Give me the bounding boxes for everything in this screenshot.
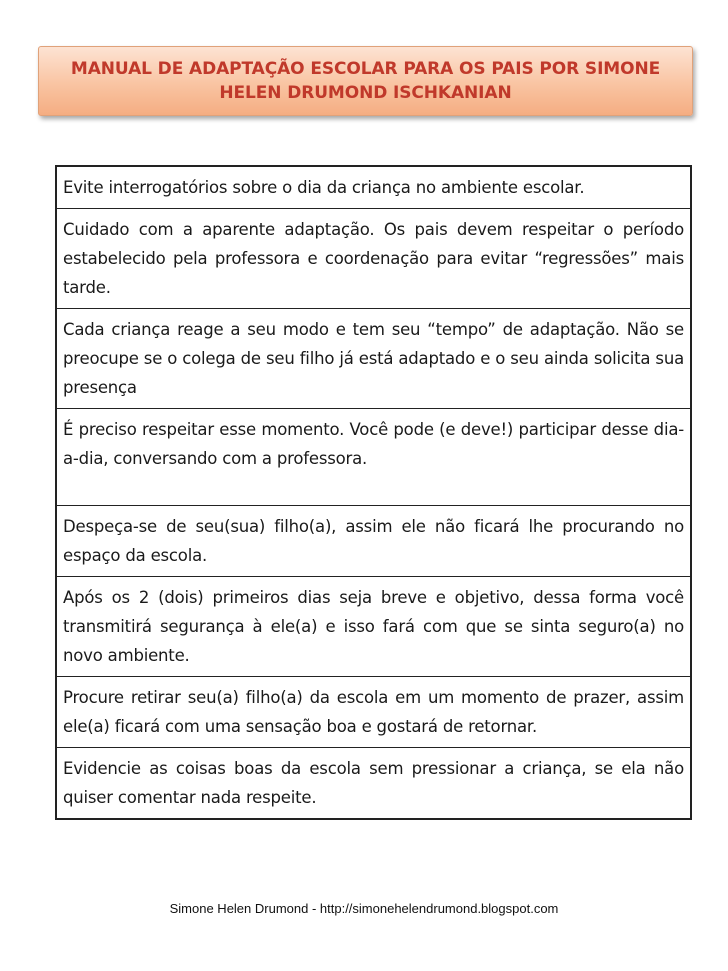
tip-row-7: Procure retirar seu(a) filho(a) da escola em um momento de prazer, assim ele(a) ficará com uma sensação boa e gostará de retornar.: [57, 677, 690, 748]
title-banner: [38, 46, 693, 116]
tip-row-2: Cuidado com a aparente adaptação. Os pais devem respeitar o período estabelecido pela professora e coordenação para evitar “regressões” mais tarde.: [57, 209, 690, 309]
tip-row-8: Evidencie as coisas boas da escola sem pressionar a criança, se ela não quiser comentar nada respeite.: [63, 759, 684, 807]
tip-row-1: Evite interrogatórios sobre o dia da criança no ambiente escolar.: [57, 167, 690, 209]
tips-table: [55, 165, 692, 820]
tip-row-4: É preciso respeitar esse momento. Você pode (e deve!) participar desse dia-a-dia, conversando com a professora.: [57, 409, 690, 506]
document-title: MANUAL DE ADAPTAÇÃO ESCOLAR PARA OS PAIS POR SIMONE HELEN DRUMOND ISCHKANIAN: [70, 59, 661, 103]
tip-row-3: Cada criança reage a seu modo e tem seu “tempo” de adaptação. Não se preocupe se o colega de seu filho já está adaptado e o seu ainda solicita sua presença: [57, 309, 690, 409]
tip-row-6: Após os 2 (dois) primeiros dias seja breve e objetivo, dessa forma você transmitirá segurança à ele(a) e isso fará com que se sinta seguro(a) no novo ambiente.: [57, 577, 690, 677]
footer-credit: Simone Helen Drumond - http://simonehelendrumond.blogspot.com: [169, 901, 559, 916]
tip-row-5: Despeça-se de seu(sua) filho(a), assim ele não ficará lhe procurando no espaço da escola.: [57, 506, 690, 577]
